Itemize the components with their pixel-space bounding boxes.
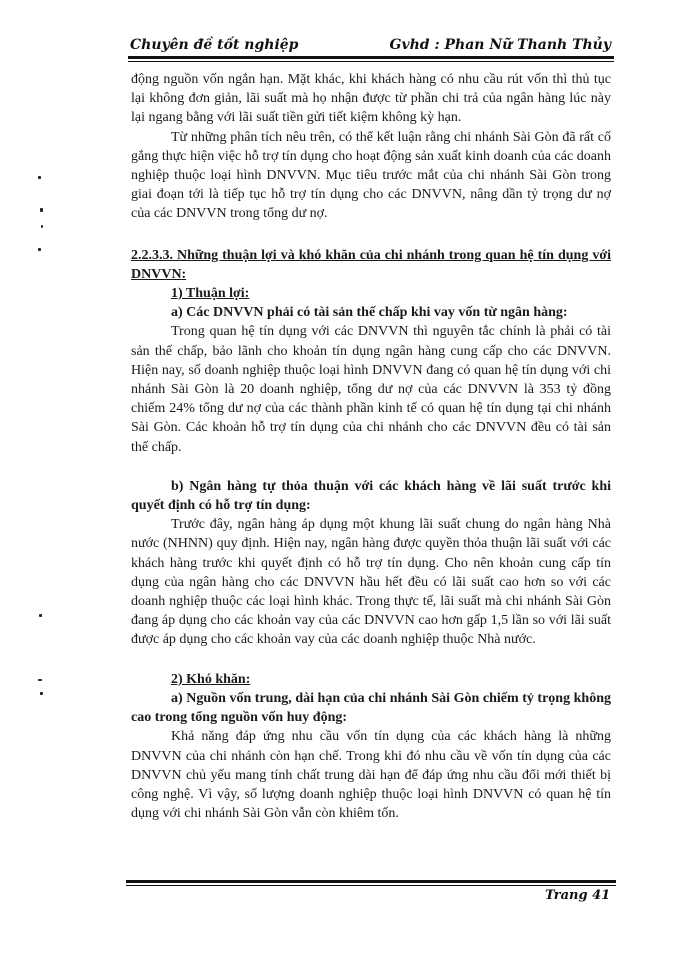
section-heading: 2.2.3.3. Những thuận lợi và khó khăn của chi nhánh trong quan hệ tín dụng với DNVVN: [131, 247, 611, 282]
paragraph: Trong quan hệ tín dụng với các DNVVN thì nguyên tắc chính là phải có tài sản thế chấp, bảo lãnh cho khoản tín dụng ngân hàng cung cấp cho các DNVVN. Hiện nay, số doanh nghiệp thuộc loại hình DNVVN đang có quan hệ tín dụng với chi nhánh Sài Gòn là 20 doanh nghiệp, tổng dư nợ của các DNVVN là 353 tỷ đồng chiếm 24% tổng dư nợ của các thành phần kinh tế có quan hệ tín dụng tại chi nhánh Sài Gòn. Các khoản hỗ trợ tín dụng của chi nhánh cho các DNVVN đều có tài sản thế chấp. [131, 324, 611, 455]
item-heading: a) Các DNVVN phải có tài sản thế chấp khi vay vốn từ ngân hàng: [171, 305, 568, 321]
paragraph: động nguồn vốn ngắn hạn. Mặt khác, khi khách hàng có nhu cầu rút vốn thì thủ tục lại không đơn giản, lãi suất mà họ nhận được từ phần chi trả của ngân hàng lúc này lại ngang bằng với lãi suất tiền gửi tiết kiệm không kỳ hạn. [131, 72, 611, 126]
scan-mark [39, 614, 42, 617]
scan-mark [41, 225, 43, 228]
header-supervisor: Gvhd : Phan Nữ Thanh Thủy [389, 37, 611, 53]
footer-rule-thick [126, 880, 616, 883]
header-document-title: Chuyên đề tốt nghiệp [130, 37, 299, 53]
scan-mark [38, 248, 41, 251]
scan-mark [40, 692, 43, 695]
subsection-heading: 2) Khó khăn: [171, 671, 251, 687]
header-rule-thin [128, 61, 614, 62]
paragraph: Khả năng đáp ứng nhu cầu vốn tín dụng của các khách hàng là những DNVVN của chi nhánh còn hạn chế. Trong khi đó nhu cầu về vốn tín dụng của các DNVVN chủ yếu mang tính chất trung dài hạn để đáp ứng nhu cầu đổi mới thiết bị công nghệ. Vì vậy, số lượng doanh nghiệp thuộc loại hình DNVVN có quan hệ tín dụng với chi nhánh Sài Gòn vẫn còn khiêm tốn. [131, 729, 611, 822]
footer-rule-thin [126, 885, 616, 886]
page-body [131, 70, 611, 823]
subsection-heading: 1) Thuận lợi: [171, 286, 250, 302]
item-heading: b) Ngân hàng tự thỏa thuận với các khách hàng về lãi suất trước khi quyết định có hỗ trợ tín dụng: [131, 478, 611, 514]
scan-mark [38, 679, 42, 681]
paragraph: Trước đây, ngân hàng áp dụng một khung lãi suất chung do ngân hàng Nhà nước (NHNN) quy định. Hiện nay, ngân hàng được quyền thỏa thuận lãi suất với các khách hàng trước khi quyết định có hỗ trợ tín dụng. Cho nên khoản cung cấp tín dụng của ngân hàng cho các DNVVN hầu hết đều có lãi suất cao hơn so với các doanh nghiệp thuộc các loại hình khác. Trong thực tế, lãi suất mà chi nhánh Sài Gòn đang áp dụng cho các khoản vay của các DNVVN cao hơn gấp 1,5 lần so với lãi suất được áp dụng cho các khoản vay của các doanh nghiệp thuộc Nhà nước. [131, 517, 611, 648]
paragraph: Từ những phân tích nêu trên, có thể kết luận rằng chi nhánh Sài Gòn đã rất cố gắng thực hiện việc hỗ trợ tín dụng cho hoạt động sản xuất kinh doanh của các doanh nghiệp thuộc loại hình DNVVN. Mục tiêu trước mắt của chi nhánh Sài Gòn trong giai đoạn tới là tiếp tục hỗ trợ tín dụng cho các DNVVN, nâng dần tỷ trọng dư nợ của các DNVVN trong tổng dư nợ. [131, 129, 611, 222]
scan-mark [40, 208, 43, 212]
scan-mark [38, 176, 41, 179]
page-number: Trang 41 [545, 888, 611, 903]
item-heading: a) Nguồn vốn trung, dài hạn của chi nhánh Sài Gòn chiếm tỷ trọng không cao trong tổng nguồn vốn huy động: [131, 690, 611, 726]
header-rule-thick [128, 56, 614, 59]
